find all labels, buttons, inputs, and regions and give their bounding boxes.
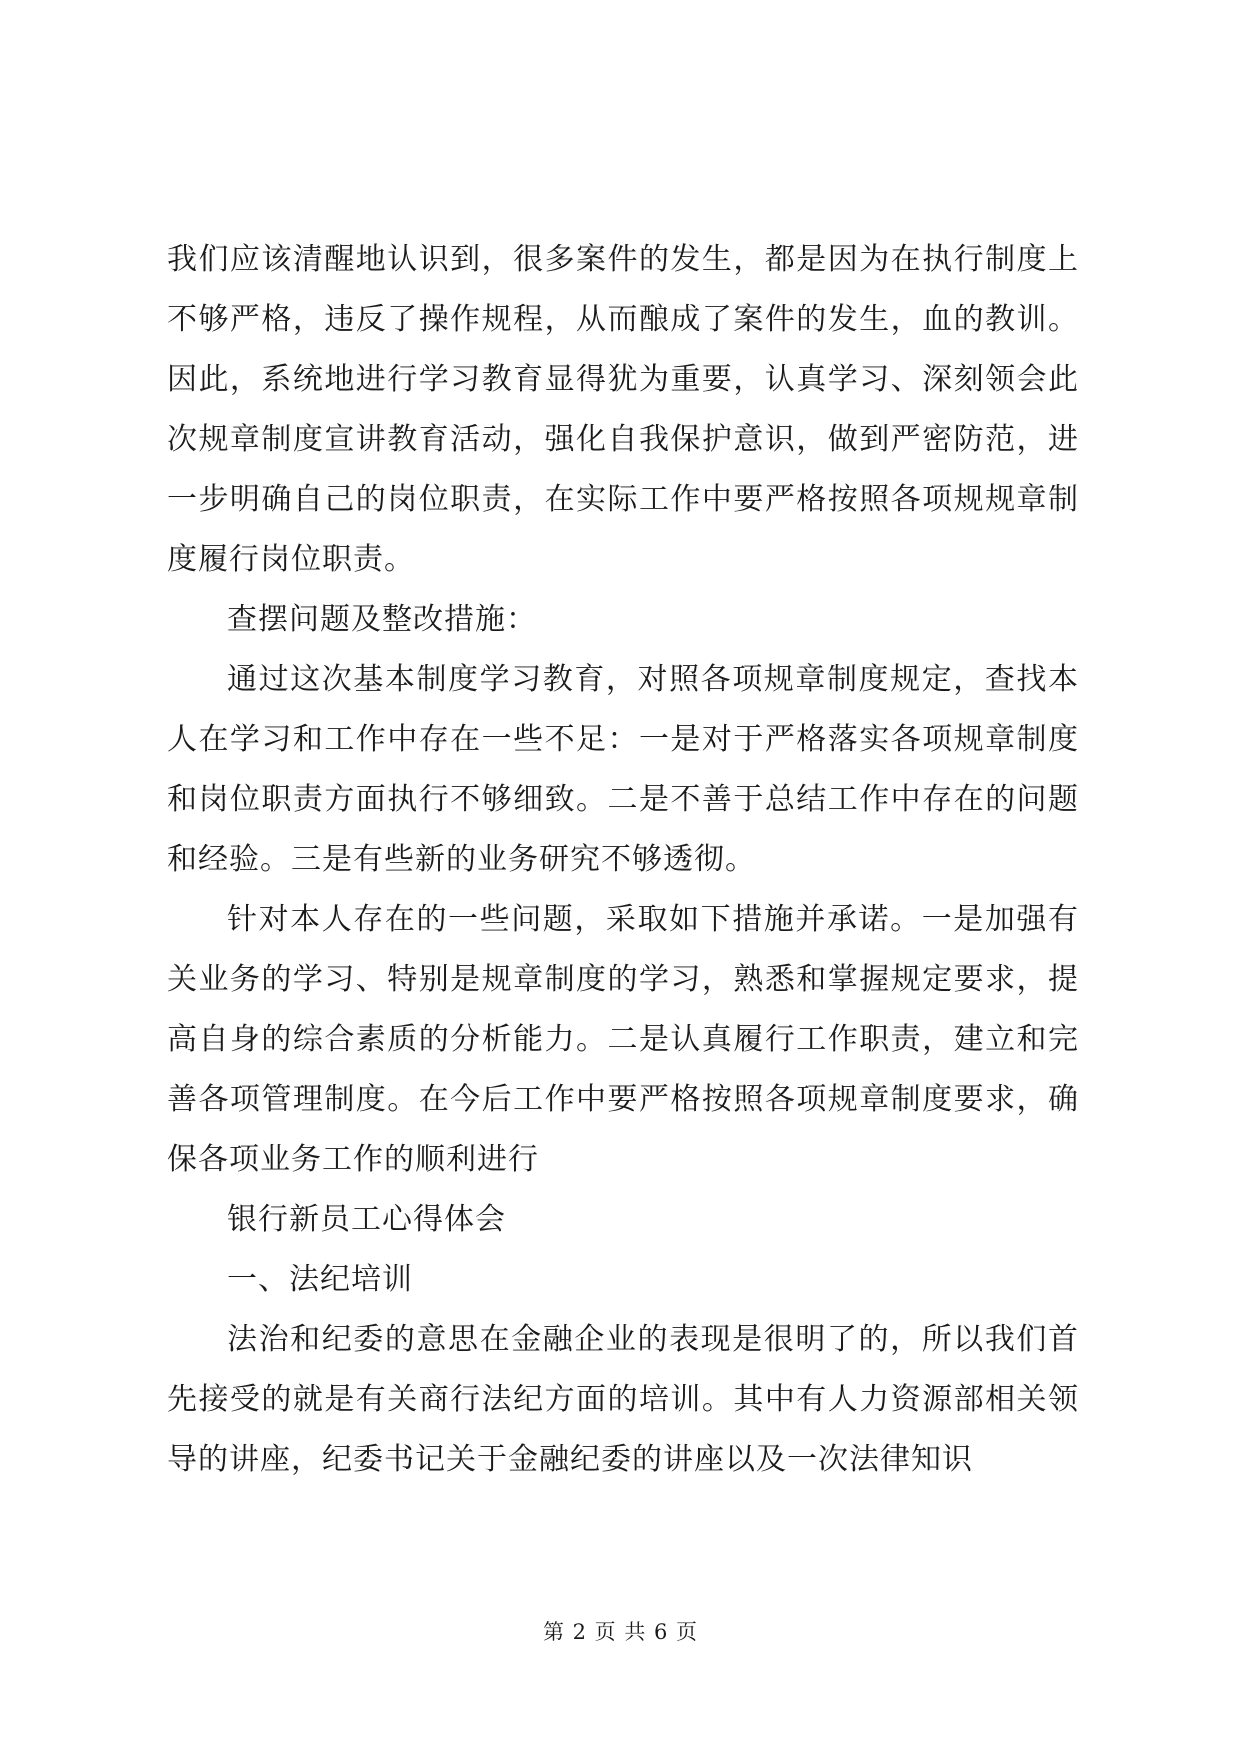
paragraph-1: 我们应该清醒地认识到，很多案件的发生，都是因为在执行制度上不够严格，违反了操作规程，从而酿成了案件的发生，血的教训。因此，系统地进行学习教育显得犹为重要，认真学习、深刻领会此次规章制度宣讲教育活动，强化自我保护意识，做到严密防范，进一步明确自己的岗位职责，在实际工作中要严格按照各项规规章制度履行岗位职责。: [167, 242, 1079, 577]
paragraph-2-heading: 查摆问题及整改措施：: [227, 602, 537, 637]
document-body: [167, 230, 1079, 1490]
paragraph-3: 通过这次基本制度学习教育，对照各项规章制度规定，查找本人在学习和工作中存在一些不足：一是对于严格落实各项规章制度和岗位职责方面执行不够细致。二是不善于总结工作中存在的问题和经验。三是有些新的业务研究不够透彻。: [167, 662, 1079, 877]
paragraph-7: 法治和纪委的意思在金融企业的表现是很明了的，所以我们首先接受的就是有关商行法纪方面的培训。其中有人力资源部相关领导的讲座，纪委书记关于金融纪委的讲座以及一次法律知识: [167, 1322, 1079, 1477]
page-number-footer: 第 2 页 共 6 页: [542, 1620, 699, 1644]
section-title: 银行新员工心得体会: [227, 1202, 506, 1237]
paragraph-4: 针对本人存在的一些问题，采取如下措施并承诺。一是加强有关业务的学习、特别是规章制度的学习，熟悉和掌握规定要求，提高自身的综合素质的分析能力。二是认真履行工作职责，建立和完善各项管理制度。在今后工作中要严格按照各项规章制度要求，确保各项业务工作的顺利进行: [167, 902, 1079, 1177]
subsection-heading: 一、法纪培训: [227, 1262, 413, 1297]
